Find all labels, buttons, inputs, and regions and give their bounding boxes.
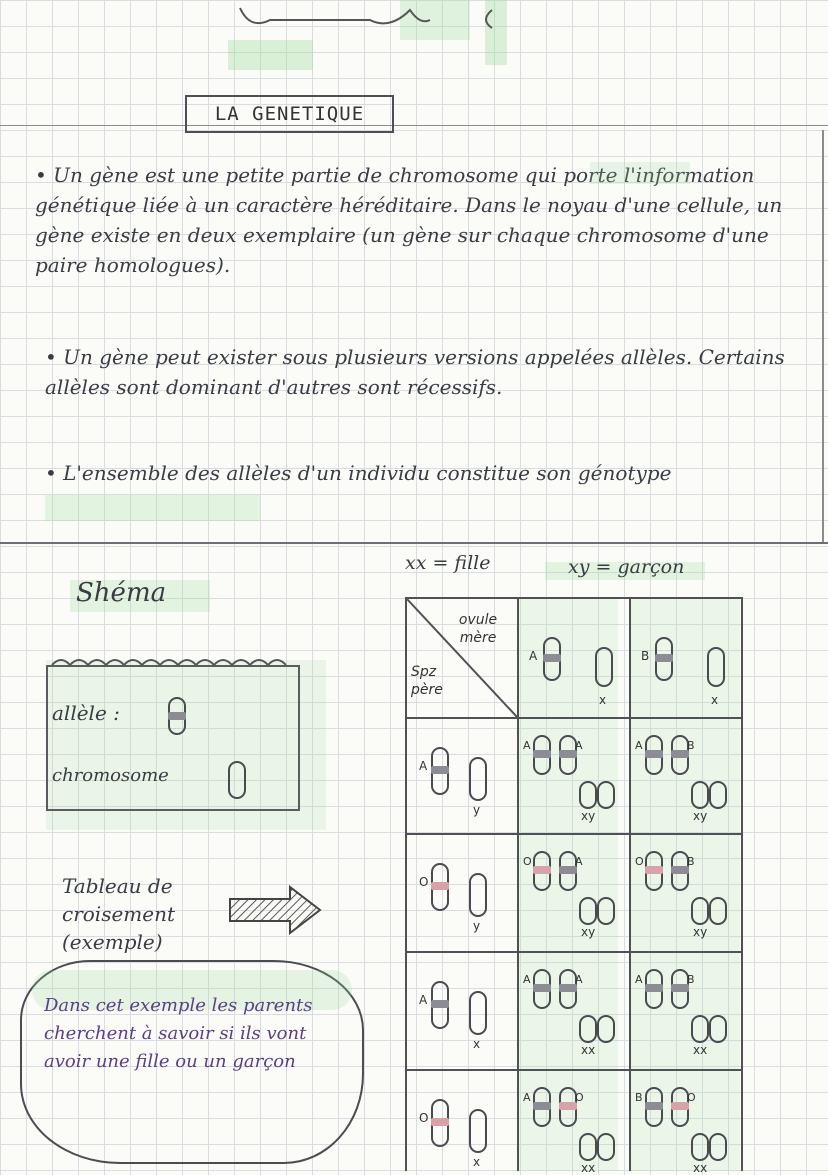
sex-key-boy: xy = garçon xyxy=(568,556,685,578)
cell-1-1-sex-chromosome-2 xyxy=(709,897,727,925)
chromosome-highlight xyxy=(590,162,690,184)
middle-rule xyxy=(0,542,828,544)
header-left-label: Spz père xyxy=(411,664,443,698)
row-0-sex-chromosome xyxy=(469,757,487,801)
legend-scallop-border xyxy=(48,655,298,669)
cell-3-0-allele-1: A xyxy=(523,1091,531,1104)
cell-1-0-sex-chromosome-2 xyxy=(597,897,615,925)
cell-0-0-sex-label: xy xyxy=(581,809,596,823)
paragraph-genotype-text: • L'ensemble des allèles d'un individu constitue son génotype xyxy=(45,461,672,485)
legend-allele-label: allèle : xyxy=(52,701,120,725)
cell-1-1-sex-chromosome-1 xyxy=(691,897,709,925)
cell-1-1-sex-label: xy xyxy=(693,925,708,939)
column-0-sex-label: x xyxy=(599,693,607,707)
row-2-sex-label: x xyxy=(473,1037,481,1051)
cell-0-1-sex-chromosome-2 xyxy=(709,781,727,809)
cell-3-1-sex-chromosome-2 xyxy=(709,1133,727,1161)
cell-3-1-chromosome-1 xyxy=(645,1087,663,1127)
row-3-allele-chromosome xyxy=(431,1099,449,1147)
cell-0-0-allele-1: A xyxy=(523,739,531,752)
cell-2-1-sex-label: xx xyxy=(693,1043,708,1057)
cell-1-0-chromosome-1 xyxy=(533,851,551,891)
cell-2-0-sex-label: xx xyxy=(581,1043,596,1057)
row-1-allele-chromosome xyxy=(431,863,449,911)
cloud-note xyxy=(20,960,364,1164)
row-1-sex-chromosome xyxy=(469,873,487,917)
column-1-allele-chromosome xyxy=(655,637,673,681)
cell-0-0-sex-chromosome-1 xyxy=(579,781,597,809)
row-0-allele-label: A xyxy=(419,759,428,773)
row-3-sex-chromosome xyxy=(469,1109,487,1153)
table-caption: Tableau de croisement (exemple) xyxy=(62,874,176,954)
legend-allele-chromosome-icon xyxy=(168,697,186,735)
sex-key-girl: xx = fille xyxy=(405,552,491,574)
arrow-right-icon xyxy=(228,885,323,935)
right-margin-line xyxy=(822,130,824,542)
cell-1-1-allele-2: B xyxy=(687,855,695,868)
cell-2-1-sex-chromosome-1 xyxy=(691,1015,709,1043)
cell-3-0-sex-chromosome-2 xyxy=(597,1133,615,1161)
column-0-allele-label: A xyxy=(529,649,538,663)
cell-2-1-allele-2: B xyxy=(687,973,695,986)
cell-2-0-chromosome-1 xyxy=(533,969,551,1009)
cell-2-0-sex-chromosome-1 xyxy=(579,1015,597,1043)
row-1-allele-label: O xyxy=(419,875,429,889)
column-1-allele-label: B xyxy=(641,649,650,663)
row-2-allele-chromosome xyxy=(431,981,449,1029)
column-0-sex-chromosome xyxy=(595,647,613,687)
cell-2-0-sex-chromosome-2 xyxy=(597,1015,615,1043)
cell-3-0-sex-chromosome-1 xyxy=(579,1133,597,1161)
row-2-allele-label: A xyxy=(419,993,428,1007)
legend-box xyxy=(46,665,300,811)
row-1-sex-label: y xyxy=(473,919,481,933)
paragraph-alleles-text: • Un gène peut exister sous plusieurs versions appelées allèles. Certains allèles sont dominant d'autres sont récessifs. xyxy=(45,345,785,399)
cell-3-1-allele-2: O xyxy=(687,1091,696,1104)
cell-3-0-sex-label: xx xyxy=(581,1161,596,1175)
cell-1-0-sex-label: xy xyxy=(581,925,596,939)
column-1-sex-chromosome xyxy=(707,647,725,687)
schema-heading: Shéma xyxy=(76,578,167,608)
cell-3-1-sex-chromosome-1 xyxy=(691,1133,709,1161)
cell-2-1-allele-1: A xyxy=(635,973,643,986)
cell-0-1-sex-label: xy xyxy=(693,809,708,823)
legend-chromosome-label: chromosome xyxy=(52,765,169,786)
row-3-allele-label: O xyxy=(419,1111,429,1125)
cell-0-0-sex-chromosome-2 xyxy=(597,781,615,809)
cell-1-0-sex-chromosome-1 xyxy=(579,897,597,925)
cell-3-1-sex-label: xx xyxy=(693,1161,708,1175)
top-rule xyxy=(0,125,828,126)
paragraph-gene-definition-text: • Un gène est une petite partie de chromosome qui porte l'information génétique liée à un caractère héréditaire. Dans le noyau d'une cellule, un gène existe en deux exemplaire (un gène sur chaque chromosome d'une paire homologues). xyxy=(35,163,783,277)
cell-2-1-chromosome-1 xyxy=(645,969,663,1009)
cell-1-1-allele-1: O xyxy=(635,855,644,868)
genotype-highlight xyxy=(45,495,260,521)
cell-1-0-allele-1: O xyxy=(523,855,532,868)
cell-0-0-allele-2: A xyxy=(575,739,583,752)
cell-0-1-sex-chromosome-1 xyxy=(691,781,709,809)
cell-3-0-allele-2: O xyxy=(575,1091,584,1104)
column-1-sex-label: x xyxy=(711,693,719,707)
cloud-note-text: Dans cet exemple les parents cherchent à savoir si ils vont avoir une fille ou un garçon xyxy=(44,995,313,1072)
row-3-sex-label: x xyxy=(473,1155,481,1169)
paragraph-alleles xyxy=(45,342,815,402)
header-top-label: ovule mère xyxy=(458,612,498,646)
cell-2-0-allele-1: A xyxy=(523,973,531,986)
cell-0-1-allele-2: B xyxy=(687,739,695,752)
cell-2-1-sex-chromosome-2 xyxy=(709,1015,727,1043)
crossing-table xyxy=(405,597,828,1175)
page-title: LA GENETIQUE xyxy=(185,95,394,133)
paragraph-genotype xyxy=(45,458,815,488)
cell-3-1-allele-1: B xyxy=(635,1091,643,1104)
cell-0-1-chromosome-1 xyxy=(645,735,663,775)
legend-chromosome-icon xyxy=(228,761,246,799)
cell-0-0-chromosome-1 xyxy=(533,735,551,775)
cell-1-0-allele-2: A xyxy=(575,855,583,868)
row-2-sex-chromosome xyxy=(469,991,487,1035)
top-highlight-1 xyxy=(228,40,313,70)
cell-2-0-allele-2: A xyxy=(575,973,583,986)
cell-1-1-chromosome-1 xyxy=(645,851,663,891)
cell-0-1-allele-1: A xyxy=(635,739,643,752)
paragraph-gene-definition xyxy=(35,160,815,280)
cell-3-0-chromosome-1 xyxy=(533,1087,551,1127)
row-0-allele-chromosome xyxy=(431,747,449,795)
row-0-sex-label: y xyxy=(473,803,481,817)
column-0-allele-chromosome xyxy=(543,637,561,681)
top-doodle xyxy=(180,0,540,40)
